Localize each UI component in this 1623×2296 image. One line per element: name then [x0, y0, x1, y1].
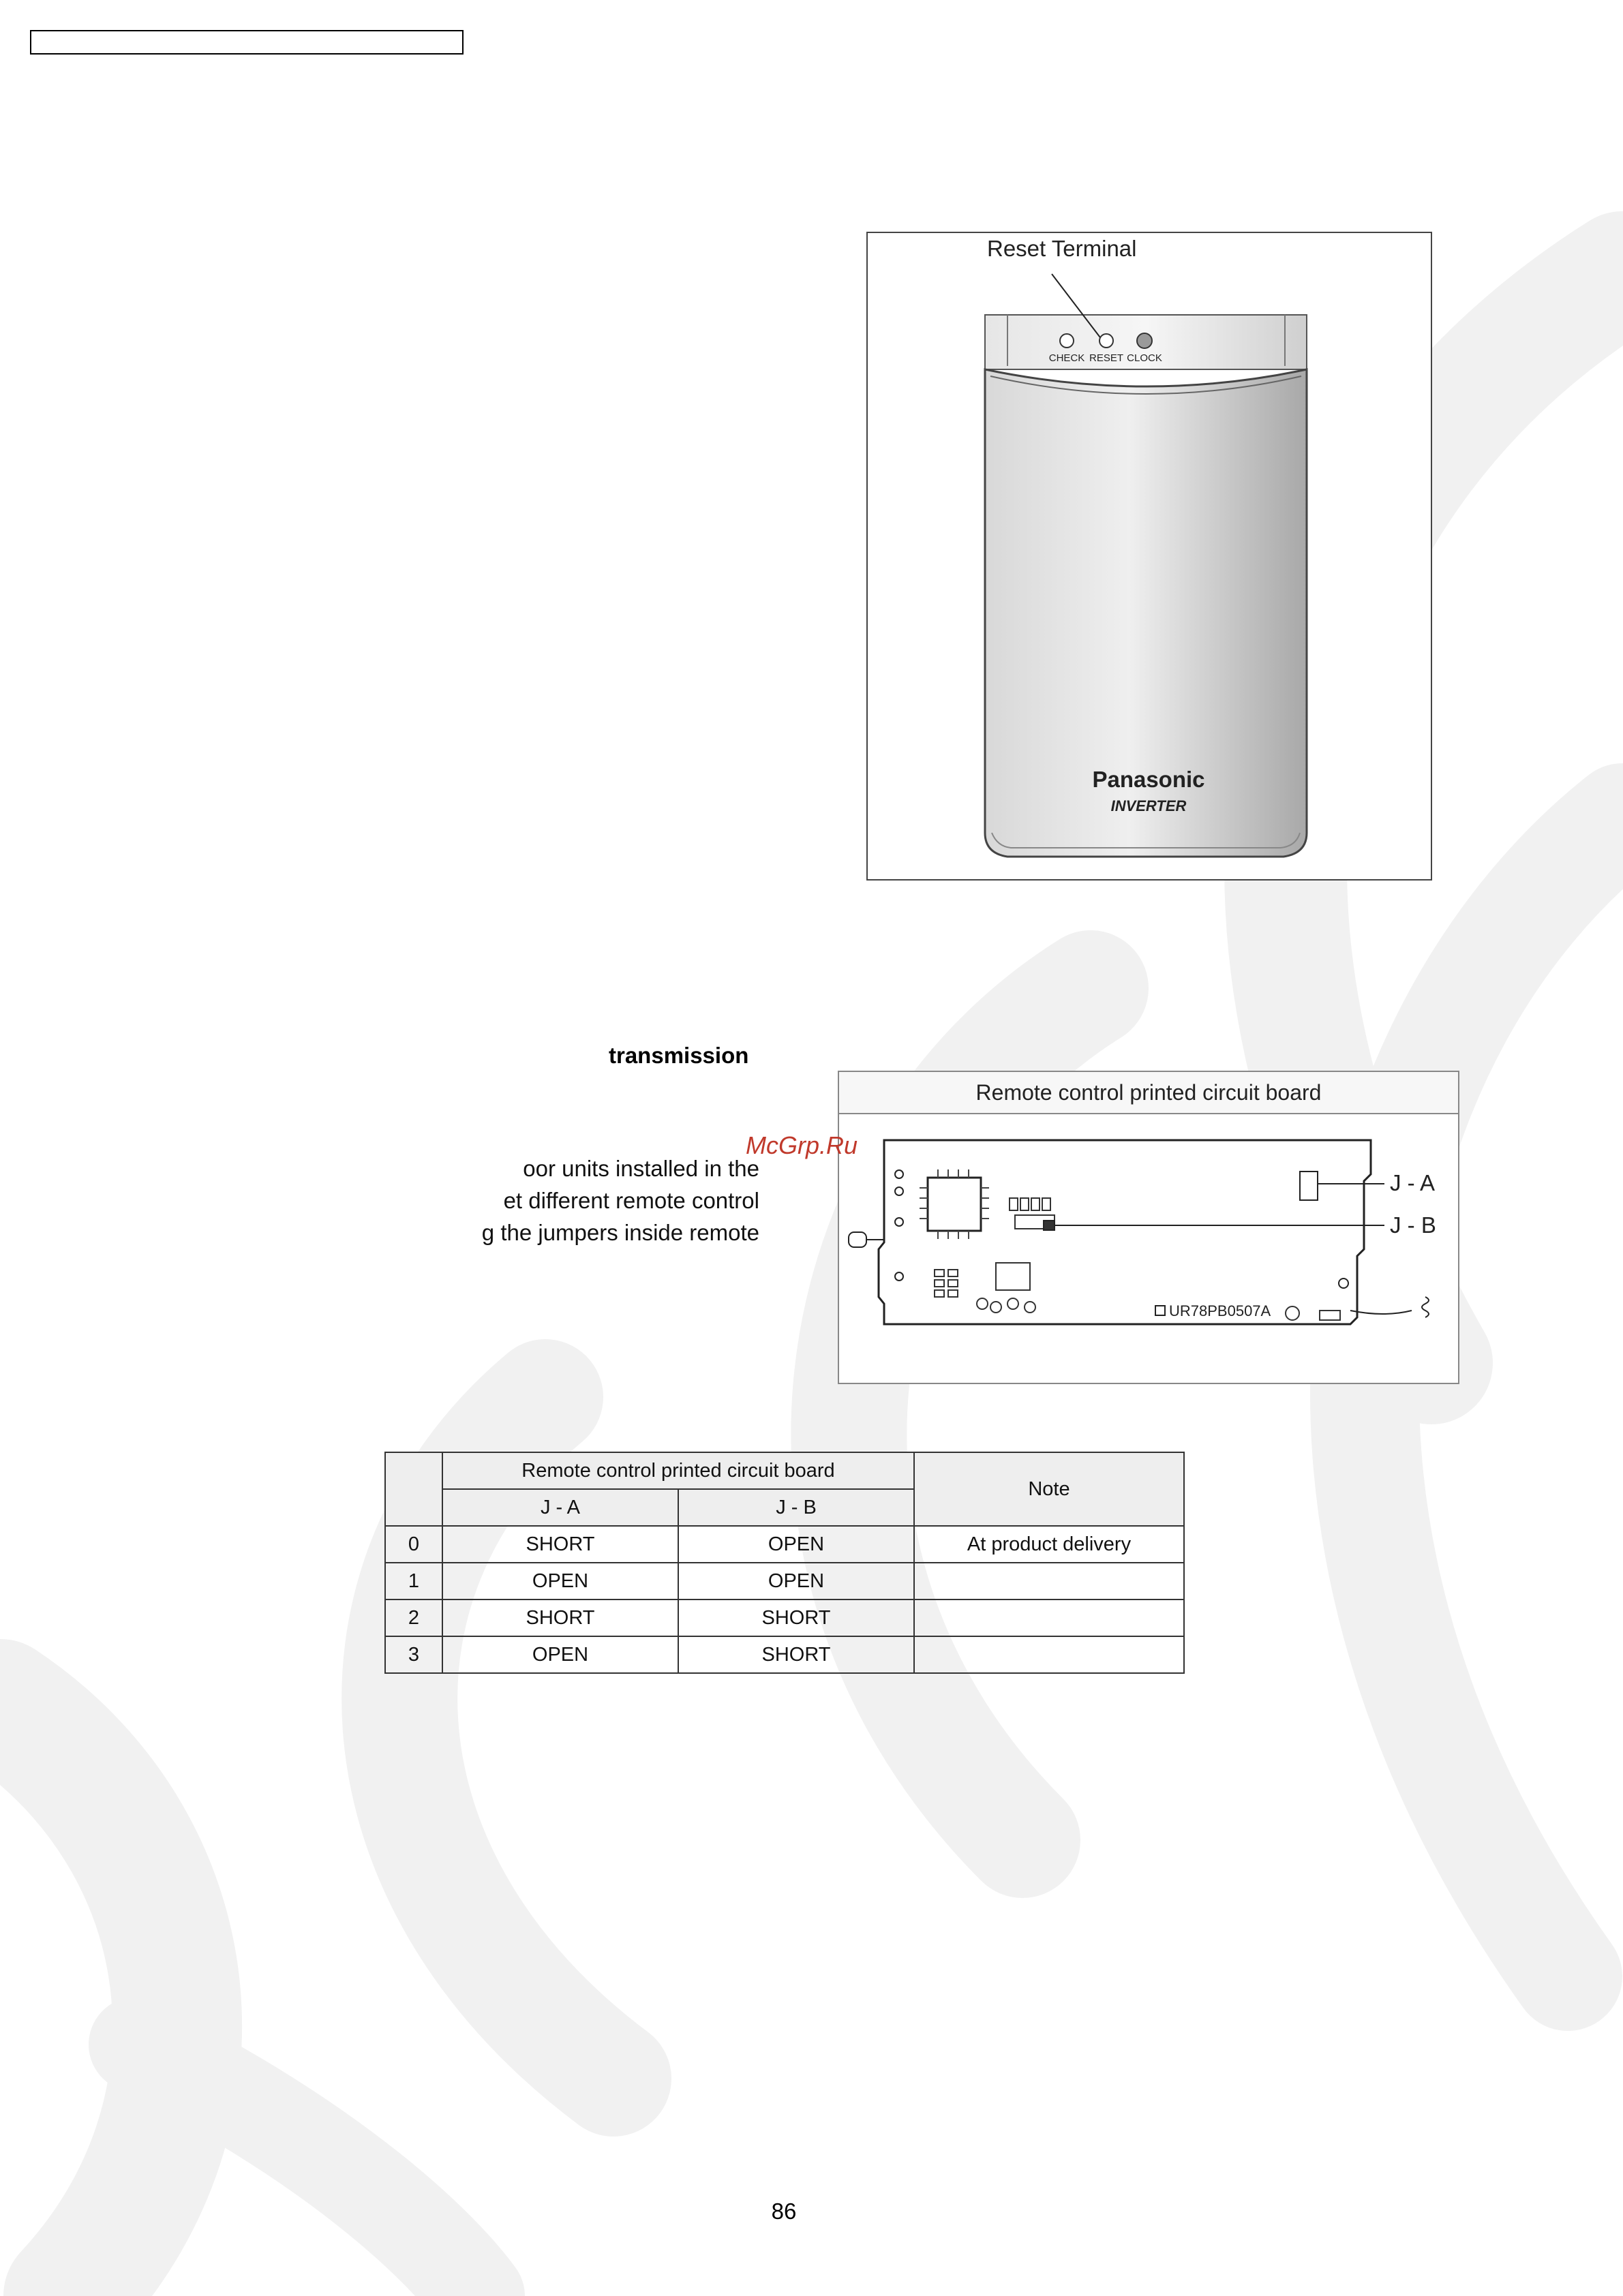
- table-row: [385, 1599, 1184, 1636]
- jb-value: OPEN: [678, 1563, 914, 1599]
- clock-label: CLOCK: [1127, 352, 1162, 364]
- row-number: 1: [385, 1563, 442, 1599]
- row-number: 3: [385, 1636, 442, 1673]
- header-box: [30, 30, 464, 55]
- pcb-figure: [838, 1071, 1459, 1384]
- model-text: INVERTER: [1110, 797, 1187, 814]
- jb-header: J - B: [678, 1489, 914, 1526]
- table-row: [385, 1563, 1184, 1599]
- check-hole-icon: [1060, 334, 1074, 348]
- table-row: [385, 1526, 1184, 1563]
- jb-label: J - B: [1390, 1212, 1436, 1238]
- ja-value: OPEN: [442, 1636, 678, 1673]
- brand-text: Panasonic: [1092, 767, 1205, 792]
- ja-label: J - A: [1390, 1170, 1436, 1195]
- ja-value: SHORT: [442, 1599, 678, 1636]
- body-line-2: et different remote control: [503, 1188, 759, 1213]
- note-value: [914, 1563, 1184, 1599]
- jb-value: SHORT: [678, 1636, 914, 1673]
- heading-fragment: transmission: [609, 1043, 749, 1068]
- note-value: [914, 1636, 1184, 1673]
- clock-button-icon: [1137, 333, 1152, 348]
- check-label: CHECK: [1048, 352, 1085, 364]
- note-value: [914, 1599, 1184, 1636]
- jumper-jb-icon: [1044, 1221, 1055, 1230]
- pcb-illustration: [839, 1113, 1459, 1384]
- ja-header: J - A: [442, 1489, 678, 1526]
- jb-value: OPEN: [678, 1526, 914, 1563]
- num-header-cell: [385, 1452, 442, 1526]
- pcb-caption: Remote control printed circuit board: [839, 1072, 1458, 1114]
- reset-hole-icon: [1099, 334, 1113, 348]
- board-code: UR78PB0507A: [1169, 1302, 1271, 1319]
- row-number: 2: [385, 1599, 442, 1636]
- site-watermark-text: McGrp.Ru: [746, 1131, 858, 1159]
- jb-value: SHORT: [678, 1599, 914, 1636]
- reset-terminal-label: Reset Terminal: [987, 236, 1137, 261]
- row-number: 0: [385, 1526, 442, 1563]
- note-header: Note: [914, 1452, 1184, 1526]
- note-value: At product delivery: [914, 1526, 1184, 1563]
- table-row: [385, 1636, 1184, 1673]
- remote-illustration: [868, 233, 1432, 881]
- body-line-1: oor units installed in the: [523, 1156, 759, 1181]
- jumper-table: [384, 1452, 1185, 1674]
- remote-figure: [866, 232, 1432, 881]
- reset-label: RESET: [1089, 352, 1124, 364]
- group-header: Remote control printed circuit board: [442, 1452, 914, 1489]
- ja-value: OPEN: [442, 1563, 678, 1599]
- page-number: 86: [771, 2199, 797, 2224]
- ja-value: SHORT: [442, 1526, 678, 1563]
- body-line-3: g the jumpers inside remote: [481, 1220, 759, 1245]
